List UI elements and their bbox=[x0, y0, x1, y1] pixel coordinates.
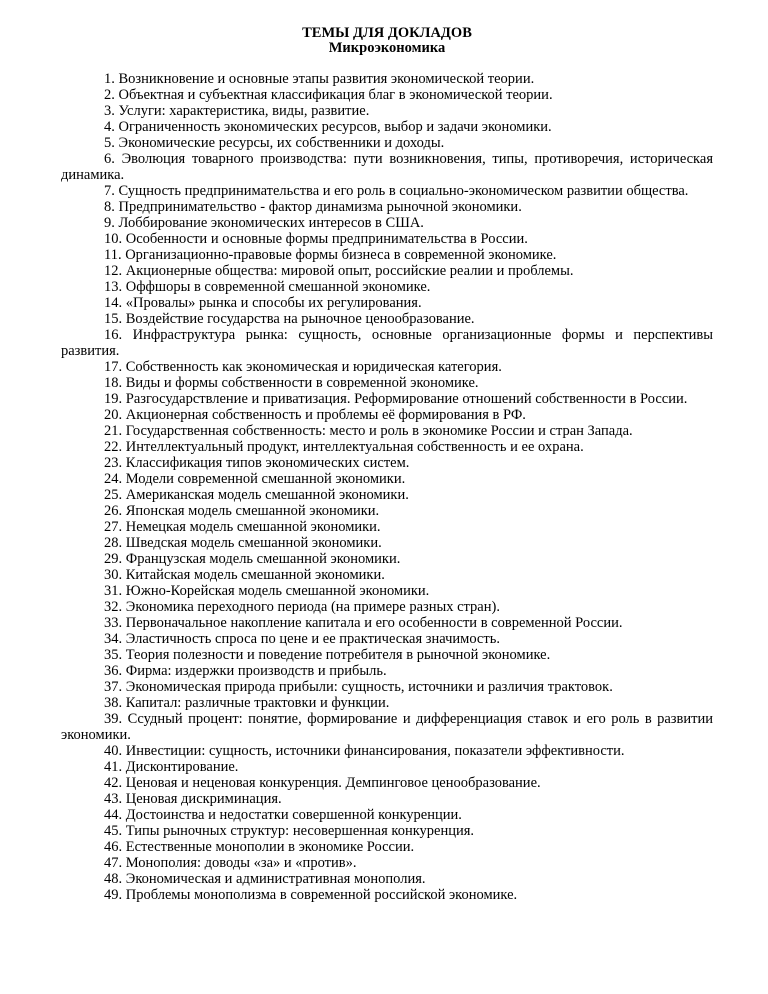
topic-item: 5. Экономические ресурсы, их собственники и доходы. bbox=[104, 135, 445, 151]
topic-item: 3. Услуги: характеристика, виды, развитие. bbox=[104, 103, 370, 119]
topic-item: 46. Естественные монополии в экономике России. bbox=[104, 839, 415, 855]
topic-item: 41. Дисконтирование. bbox=[104, 759, 239, 775]
topic-item: 38. Капитал: различные трактовки и функции. bbox=[104, 695, 390, 711]
topic-item: 19. Разгосударствление и приватизация. Реформирование отношений собственности в России. bbox=[104, 391, 688, 407]
topic-item: 8. Предпринимательство - фактор динамизма рыночной экономики. bbox=[104, 199, 522, 215]
topic-item: 16. Инфраструктура рынка: сущность, основные организационные формы и перспективы развития. bbox=[61, 327, 713, 359]
topic-item: 9. Лоббирование экономических интересов в США. bbox=[104, 215, 424, 231]
topic-item: 15. Воздействие государства на рыночное ценообразование. bbox=[104, 311, 475, 327]
topic-item: 10. Особенности и основные формы предпринимательства в России. bbox=[104, 231, 528, 247]
topic-item: 49. Проблемы монополизма в современной российской экономике. bbox=[104, 887, 518, 903]
topic-item: 14. «Провалы» рынка и способы их регулирования. bbox=[104, 295, 422, 311]
topic-item: 6. Эволюция товарного производства: пути возникновения, типы, противоречия, историческая динамика. bbox=[61, 151, 713, 183]
topic-item: 47. Монополия: доводы «за» и «против». bbox=[104, 855, 357, 871]
topic-item: 35. Теория полезности и поведение потребителя в рыночной экономике. bbox=[104, 647, 551, 663]
topic-item: 42. Ценовая и неценовая конкуренция. Демпинговое ценообразование. bbox=[104, 775, 541, 791]
topic-item: 43. Ценовая дискриминация. bbox=[104, 791, 282, 807]
topic-item: 33. Первоначальное накопление капитала и его особенности в современной России. bbox=[104, 615, 623, 631]
topic-item: 21. Государственная собственность: место и роль в экономике России и стран Запада. bbox=[104, 423, 633, 439]
topic-item: 39. Ссудный процент: понятие, формирование и дифференциация ставок и его роль в развитии экономики. bbox=[61, 711, 713, 743]
topic-item: 1. Возникновение и основные этапы развития экономической теории. bbox=[104, 71, 535, 87]
topic-item: 26. Японская модель смешанной экономики. bbox=[104, 503, 380, 519]
topic-item: 2. Объектная и субъектная классификация благ в экономической теории. bbox=[104, 87, 553, 103]
topic-item: 7. Сущность предпринимательства и его роль в социально-экономическом развитии общества. bbox=[104, 183, 689, 199]
topic-item: 4. Ограниченность экономических ресурсов, выбор и задачи экономики. bbox=[104, 119, 552, 135]
topic-item: 11. Организационно-правовые формы бизнеса в современной экономике. bbox=[104, 247, 557, 263]
topic-item: 29. Французская модель смешанной экономики. bbox=[104, 551, 401, 567]
topic-item: 22. Интеллектуальный продукт, интеллектуальная собственность и ее охрана. bbox=[104, 439, 584, 455]
topic-item: 45. Типы рыночных структур: несовершенная конкуренция. bbox=[104, 823, 475, 839]
topic-item: 17. Собственность как экономическая и юридическая категория. bbox=[104, 359, 502, 375]
topic-item: 34. Эластичность спроса по цене и ее практическая значимость. bbox=[104, 631, 500, 647]
topic-item: 18. Виды и формы собственности в современной экономике. bbox=[104, 375, 479, 391]
topic-item: 36. Фирма: издержки производств и прибыль. bbox=[104, 663, 387, 679]
topic-item: 25. Американская модель смешанной экономики. bbox=[104, 487, 409, 503]
topic-item: 13. Оффшоры в современной смешанной экономике. bbox=[104, 279, 431, 295]
topic-list bbox=[61, 71, 713, 903]
topic-item: 27. Немецкая модель смешанной экономики. bbox=[104, 519, 381, 535]
document-title: ТЕМЫ ДЛЯ ДОКЛАДОВ bbox=[302, 25, 472, 41]
topic-item: 12. Акционерные общества: мировой опыт, российские реалии и проблемы. bbox=[104, 263, 574, 279]
topic-item: 32. Экономика переходного периода (на примере разных стран). bbox=[104, 599, 500, 615]
topic-item: 28. Шведская модель смешанной экономики. bbox=[104, 535, 382, 551]
topic-item: 24. Модели современной смешанной экономики. bbox=[104, 471, 406, 487]
topic-item: 48. Экономическая и административная монополия. bbox=[104, 871, 426, 887]
topic-item: 37. Экономическая природа прибыли: сущность, источники и различия трактовок. bbox=[104, 679, 613, 695]
topic-item: 23. Классификация типов экономических систем. bbox=[104, 455, 410, 471]
document-subtitle: Микроэкономика bbox=[328, 40, 446, 56]
topic-item: 20. Акционерная собственность и проблемы её формирования в РФ. bbox=[104, 407, 526, 423]
document-page bbox=[61, 26, 713, 903]
topic-item: 31. Южно-Корейская модель смешанной экономики. bbox=[104, 583, 430, 599]
topic-item: 40. Инвестиции: сущность, источники финансирования, показатели эффективности. bbox=[104, 743, 625, 759]
topic-item: 30. Китайская модель смешанной экономики. bbox=[104, 567, 385, 583]
topic-item: 44. Достоинства и недостатки совершенной конкуренции. bbox=[104, 807, 462, 823]
